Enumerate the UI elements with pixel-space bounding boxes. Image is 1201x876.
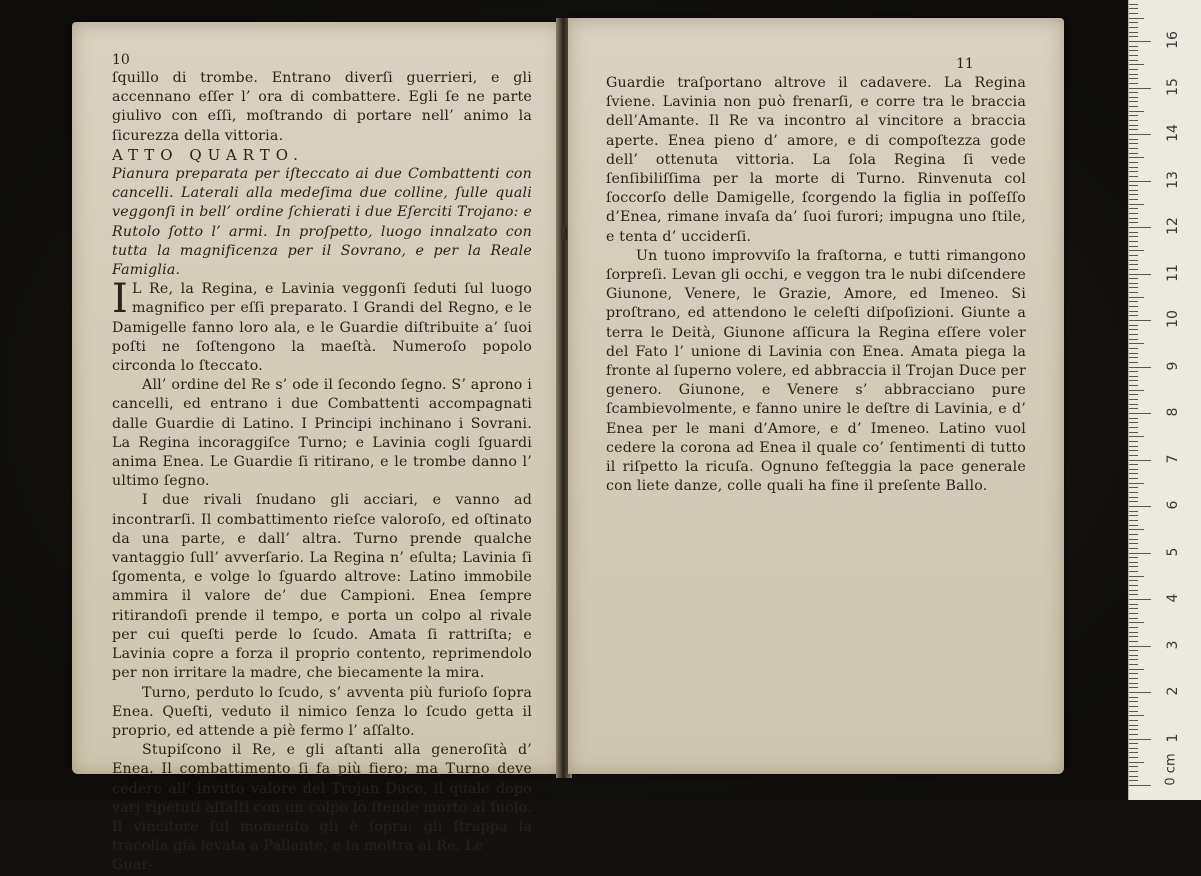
- ruler-tick: [1129, 469, 1138, 470]
- ruler-tick: [1129, 706, 1138, 707]
- ruler-tick: [1129, 432, 1138, 433]
- ruler-tick: [1129, 571, 1138, 572]
- ruler-tick: [1129, 241, 1138, 242]
- ruler-tick: [1129, 120, 1138, 121]
- paragraph-with-dropcap: [112, 276, 532, 376]
- ruler-tick: [1129, 153, 1138, 154]
- right-page-text: [606, 74, 1026, 496]
- ruler-tick: [1129, 106, 1138, 107]
- ruler-tick: [1129, 441, 1138, 442]
- ruler-tick: [1129, 427, 1138, 428]
- ruler-tick: [1129, 446, 1138, 447]
- ruler-tick: [1129, 371, 1138, 372]
- ruler-tick: [1129, 134, 1151, 135]
- ruler-tick: [1129, 148, 1138, 149]
- ruler-tick: [1129, 715, 1144, 716]
- ruler-tick: [1129, 399, 1138, 400]
- ruler-tick: [1129, 250, 1144, 251]
- ruler-number: 6: [1165, 500, 1181, 510]
- ruler-tick: [1129, 213, 1138, 214]
- ruler-tick: [1129, 506, 1151, 507]
- ruler-tick: [1129, 725, 1138, 726]
- ruler-tick: [1129, 687, 1138, 688]
- ruler-tick: [1129, 497, 1138, 498]
- ruler-tick: [1129, 143, 1138, 144]
- ruler-tick: [1129, 222, 1138, 223]
- ruler-tick: [1129, 78, 1138, 79]
- ruler-tick: [1129, 473, 1138, 474]
- ruler-tick: [1129, 664, 1138, 665]
- ruler-tick: [1129, 181, 1151, 182]
- ruler-number: 12: [1165, 217, 1181, 235]
- ruler-tick: [1129, 311, 1138, 312]
- ruler-tick: [1129, 22, 1138, 23]
- paragraph: Stupiſcono il Re, e gli aſtanti alla generoſità d’ Enea. Il combattimento ſi fa più fiero; ma Turno deve cedere all’ invitto valore del Trojan Duce, il quale dopo varj ripetuti aſſalti con un colpo lo ſtende morto al ſuolo. Il vincitore ſul momento gli è ſopra; gli ſtrappa la tracolla già levata a Pallante, e la moſtra al Re. Le: [112, 742, 532, 855]
- ruler-tick: [1129, 436, 1144, 437]
- left-page: [72, 22, 562, 874]
- ruler-tick: [1129, 69, 1138, 70]
- ruler-tick: [1129, 683, 1138, 684]
- paragraph: ſquillo di trombe. Entrano diverſi guerrieri, e gli accennano eſſer l’ ora di combattere. Egli ſe ne parte giulivo con eſſi, moſtrando di portare nell’ animo la ſicurezza della vittoria.: [112, 70, 532, 144]
- ruler-tick: [1129, 176, 1138, 177]
- ruler-number: 3: [1165, 640, 1181, 649]
- ruler-number: 1: [1165, 733, 1181, 742]
- ruler-tick: [1129, 539, 1138, 540]
- ruler-tick: [1129, 515, 1138, 516]
- ruler-tick: [1129, 483, 1144, 484]
- ruler-tick: [1129, 534, 1138, 535]
- ruler-tick: [1129, 413, 1151, 414]
- ruler-tick: [1129, 604, 1138, 605]
- ruler-tick: [1129, 608, 1138, 609]
- ruler-tick: [1129, 743, 1138, 744]
- ruler-tick: [1129, 185, 1138, 186]
- ruler-tick: [1129, 678, 1138, 679]
- ruler-tick: [1129, 553, 1151, 554]
- ruler-tick: [1129, 455, 1138, 456]
- ruler-tick: [1129, 460, 1151, 461]
- ruler-tick: [1129, 167, 1138, 168]
- ruler-tick: [1129, 711, 1138, 712]
- ruler-tick: [1129, 776, 1138, 777]
- ruler-tick: [1129, 292, 1138, 293]
- ruler-tick: [1129, 18, 1144, 19]
- ruler-tick: [1129, 264, 1138, 265]
- ruler-tick: [1129, 236, 1138, 237]
- ruler-tick: [1129, 334, 1138, 335]
- ruler-tick: [1129, 627, 1138, 628]
- ruler-tick: [1129, 32, 1138, 33]
- page-number: 10: [112, 52, 130, 68]
- ruler-tick: [1129, 278, 1138, 279]
- ruler-tick: [1129, 274, 1151, 275]
- ruler-number: 5: [1165, 547, 1181, 556]
- ruler-tick: [1129, 343, 1144, 344]
- ruler-tick: [1129, 590, 1138, 591]
- ruler-tick: [1129, 669, 1144, 670]
- ruler-tick: [1129, 329, 1138, 330]
- ruler-tick: [1129, 83, 1138, 84]
- ruler-tick: [1129, 525, 1138, 526]
- ruler-number: 8: [1165, 407, 1181, 417]
- ruler-tick: [1129, 320, 1151, 321]
- ruler-tick: [1129, 599, 1151, 600]
- ruler-tick: [1129, 659, 1138, 660]
- drop-cap: I: [112, 276, 129, 323]
- catchword: Guar-: [112, 857, 154, 874]
- ruler-tick: [1129, 171, 1138, 172]
- ruler-tick: [1129, 13, 1138, 14]
- ruler-tick: [1129, 380, 1138, 381]
- ruler-tick: [1129, 199, 1138, 200]
- ruler-tick: [1129, 739, 1151, 740]
- ruler-tick: [1129, 339, 1138, 340]
- ruler-tick: [1129, 641, 1138, 642]
- ruler-tick: [1129, 111, 1144, 112]
- paragraph-text: L Re, la Regina, e Lavinia veggonſi ſeduti ſul luogo magnifico per eſſi preparato. I Grandi del Regno, e le Damigelle fanno loro ala, e le Guardie diſtribuite a’ ſuoi poſti ne ſoſtengono la maeſtà. Numeroſo popolo circonda lo ſteccato.: [112, 281, 532, 375]
- ruler-tick: [1129, 315, 1138, 316]
- ruler-number: 7: [1165, 454, 1181, 463]
- ruler-tick: [1129, 357, 1138, 358]
- ruler-tick: [1129, 27, 1138, 28]
- ruler-tick: [1129, 246, 1138, 247]
- ruler-tick: [1129, 562, 1138, 563]
- ruler-tick: [1129, 394, 1138, 395]
- ruler-tick: [1129, 306, 1138, 307]
- ruler-tick: [1129, 385, 1138, 386]
- ruler-number: 9: [1165, 361, 1181, 370]
- ruler-tick: [1129, 543, 1138, 544]
- ruler-tick: [1129, 632, 1138, 633]
- ruler-tick: [1129, 139, 1138, 140]
- ruler-tick: [1129, 115, 1138, 116]
- ruler-tick: [1129, 129, 1138, 130]
- ruler-tick: [1129, 269, 1138, 270]
- ruler-tick: [1129, 408, 1138, 409]
- ruler-number: 10: [1165, 310, 1181, 328]
- paragraph: I due rivali ſnudano gli acciari, e vanno ad incontrarſi. Il combattimento rieſce valoroſo, ed oſtinato da una parte, e dall’ altra. Turno prende qualche vantaggio ſull’ avverſario. La Regina n’ eſulta; Lavinia ſi ſgomenta, e volge lo ſguardo altrove: Latino immobile ammira il valore de’ due Campioni. Enea ſempre ritirandoſi prende il tempo, e porta un colpo al rivale per cui queſti perde lo ſcudo. Amata ſi rattriſta; e Lavinia copre a forza il proprio contento, reprimendolo per non irritare la madre, che biecamente la mira.: [112, 492, 532, 682]
- ruler-tick: [1129, 376, 1138, 377]
- ruler-tick: [1129, 362, 1138, 363]
- measurement-ruler: [1128, 0, 1201, 800]
- ruler-tick: [1129, 566, 1138, 567]
- ruler-tick: [1129, 613, 1138, 614]
- ruler-unit-label: 0 cm: [1163, 753, 1179, 786]
- ruler-number: 2: [1165, 686, 1181, 696]
- ruler-tick: [1129, 757, 1138, 758]
- ruler-tick: [1129, 478, 1138, 479]
- ruler-tick: [1129, 618, 1138, 619]
- ruler-tick: [1129, 692, 1151, 693]
- ruler-tick: [1129, 297, 1144, 298]
- ruler-tick: [1129, 655, 1138, 656]
- ruler-tick: [1129, 348, 1138, 349]
- ruler-tick: [1129, 260, 1138, 261]
- ruler-number: 4: [1165, 593, 1181, 603]
- ruler-tick: [1129, 287, 1138, 288]
- ruler-tick: [1129, 548, 1138, 549]
- ruler-tick: [1129, 557, 1138, 558]
- ruler-tick: [1129, 92, 1138, 93]
- ruler-tick: [1129, 353, 1138, 354]
- ruler-tick: [1129, 204, 1144, 205]
- ruler-tick: [1129, 8, 1138, 9]
- ruler-tick: [1129, 208, 1138, 209]
- ruler-tick: [1129, 390, 1144, 391]
- ruler-tick: [1129, 785, 1151, 786]
- left-page-text: [112, 69, 532, 876]
- ruler-tick: [1129, 367, 1151, 368]
- paragraph: Un tuono improvviſo la fraſtorna, e tutti rimangono ſorpreſi. Levan gli occhi, e veggon tra le nubi diſcendere Giunone, Venere, le Grazie, Amore, ed Imeneo. Si proſtrano, ed attendono le celeſti diſpoſizioni. Giunte a terra le Deità, Giunone aſſicura la Regina eſſere voler del Fato l’ unione di Lavinia con Enea. Amata piega la fronte al ſuperno volere, ed abbraccia il Trojan Duce per genero. Giunone, e Venere s’ abbracciano pure ſcambievolmente, e fanno unire le deſtre di Lavinia, e d’ Enea per le mani d’Amore, e d’ Imeneo. Latino vuol cedere la corona ad Enea il quale co’ ſentimenti di tutto il riſpetto la ricuſa. Ognuno feſteggia la pace generale con liete danze, colle quali ha fine il preſente Ballo.: [606, 247, 1026, 495]
- ruler-tick: [1129, 227, 1151, 228]
- ruler-tick: [1129, 766, 1138, 767]
- ruler-tick: [1129, 576, 1144, 577]
- ruler-tick: [1129, 55, 1138, 56]
- ruler-tick: [1129, 492, 1138, 493]
- ruler-tick: [1129, 701, 1138, 702]
- ruler-tick: [1129, 771, 1138, 772]
- ruler-tick: [1129, 157, 1144, 158]
- ruler-tick: [1129, 125, 1138, 126]
- ruler-tick: [1129, 450, 1138, 451]
- ruler-tick: [1129, 60, 1138, 61]
- ruler-tick: [1129, 194, 1138, 195]
- ruler-tick: [1129, 255, 1138, 256]
- paragraph: Turno, perduto lo ſcudo, s’ avventa più furioſo ſopra Enea. Queſti, veduto il nimico ſenza lo ſcudo getta il proprio, ed attende a piè fermo l’ aſſalto.: [112, 684, 532, 739]
- ruler-tick: [1129, 594, 1138, 595]
- ruler-tick: [1129, 520, 1138, 521]
- act-heading: ATTO QUARTO.: [112, 145, 304, 164]
- ruler-tick: [1129, 780, 1138, 781]
- scene-description: Pianura preparata per iſteccato ai due Combattenti con cancelli. Laterali alla medeſima due colline, ſulle quali veggonſi in bell’ ordine ſchierati i due Eſerciti Trojano: e Rutolo ſotto l’ armi. In proſpetto, luogo innalzato con tutta la magnificenza per il Sovrano, e per la Reale Famiglia.: [112, 166, 532, 279]
- ruler-tick: [1129, 283, 1138, 284]
- ruler-tick: [1129, 636, 1138, 637]
- ruler-tick: [1129, 622, 1144, 623]
- bleed-through-texture: [628, 438, 1048, 758]
- ruler-tick: [1129, 673, 1138, 674]
- ruler-tick: [1129, 97, 1138, 98]
- binding-stitch: [561, 226, 567, 240]
- ruler-number: 14: [1165, 124, 1181, 142]
- paragraph: Guardie traſportano altrove il cadavere. La Regina ſviene. Lavinia non può frenarſi, e corre tra le braccia dell’Amante. Il Re va incontro al vincitore a braccia aperte. Enea pieno d’ amore, e di compoſtezza gode dell’ ottenuta vittoria. La ſola Regina ſi vede ſenſibiliſſima per la morte di Turno. Rinvenuta col ſoccorſo delle Damigelle, ſcorgendo la figlia in poſſeſſo d’Enea, rimane invaſa da’ ſuoi furori; impugna uno ſtile, e tenta d’ ucciderſi.: [606, 75, 1026, 245]
- ruler-tick: [1129, 720, 1138, 721]
- ruler-tick: [1129, 464, 1138, 465]
- ruler-tick: [1129, 487, 1138, 488]
- ruler-tick: [1129, 729, 1138, 730]
- ruler-tick: [1129, 74, 1138, 75]
- ruler-tick: [1129, 529, 1144, 530]
- ruler-tick: [1129, 404, 1138, 405]
- ruler-tick: [1129, 585, 1138, 586]
- ruler-tick: [1129, 88, 1151, 89]
- ruler-tick: [1129, 734, 1138, 735]
- ruler-tick: [1129, 511, 1138, 512]
- ruler-tick: [1129, 650, 1138, 651]
- ruler-tick: [1129, 580, 1138, 581]
- ruler-number: 15: [1165, 77, 1181, 96]
- paragraph: All’ ordine del Re s’ ode il ſecondo ſegno. S’ aprono i cancelli, ed entrano i due Combattenti accompagnati dalle Guardie di Latino. I Principi inchinano i Sovrani. La Regina incoraggiſce Turno; e Lavinia cogli ſguardi anima Enea. Le Guardie ſi ritirano, e le trombe danno l’ ultimo ſegno.: [112, 377, 532, 490]
- ruler-tick: [1129, 64, 1144, 65]
- ruler-tick: [1129, 418, 1138, 419]
- ruler-tick: [1129, 301, 1138, 302]
- ruler-number: 16: [1165, 31, 1181, 49]
- ruler-tick: [1129, 218, 1138, 219]
- ruler-tick: [1129, 36, 1138, 37]
- ruler-tick: [1129, 50, 1138, 51]
- ruler-number: 13: [1165, 170, 1181, 189]
- ruler-tick: [1129, 501, 1138, 502]
- right-page: [568, 18, 1064, 774]
- ruler-tick: [1129, 748, 1138, 749]
- ruler-tick: [1129, 41, 1151, 42]
- ruler-tick: [1129, 4, 1138, 5]
- ruler-tick: [1129, 232, 1138, 233]
- ruler-tick: [1129, 762, 1144, 763]
- ruler-tick: [1129, 162, 1138, 163]
- ruler-tick: [1129, 325, 1138, 326]
- ruler-tick: [1129, 422, 1138, 423]
- ruler-tick: [1129, 646, 1151, 647]
- ruler-tick: [1129, 46, 1138, 47]
- ruler-tick: [1129, 190, 1138, 191]
- page-number: 11: [956, 56, 974, 72]
- ruler-tick: [1129, 752, 1138, 753]
- ruler-tick: [1129, 697, 1138, 698]
- ruler-number: 11: [1165, 263, 1181, 282]
- ruler-tick: [1129, 101, 1138, 102]
